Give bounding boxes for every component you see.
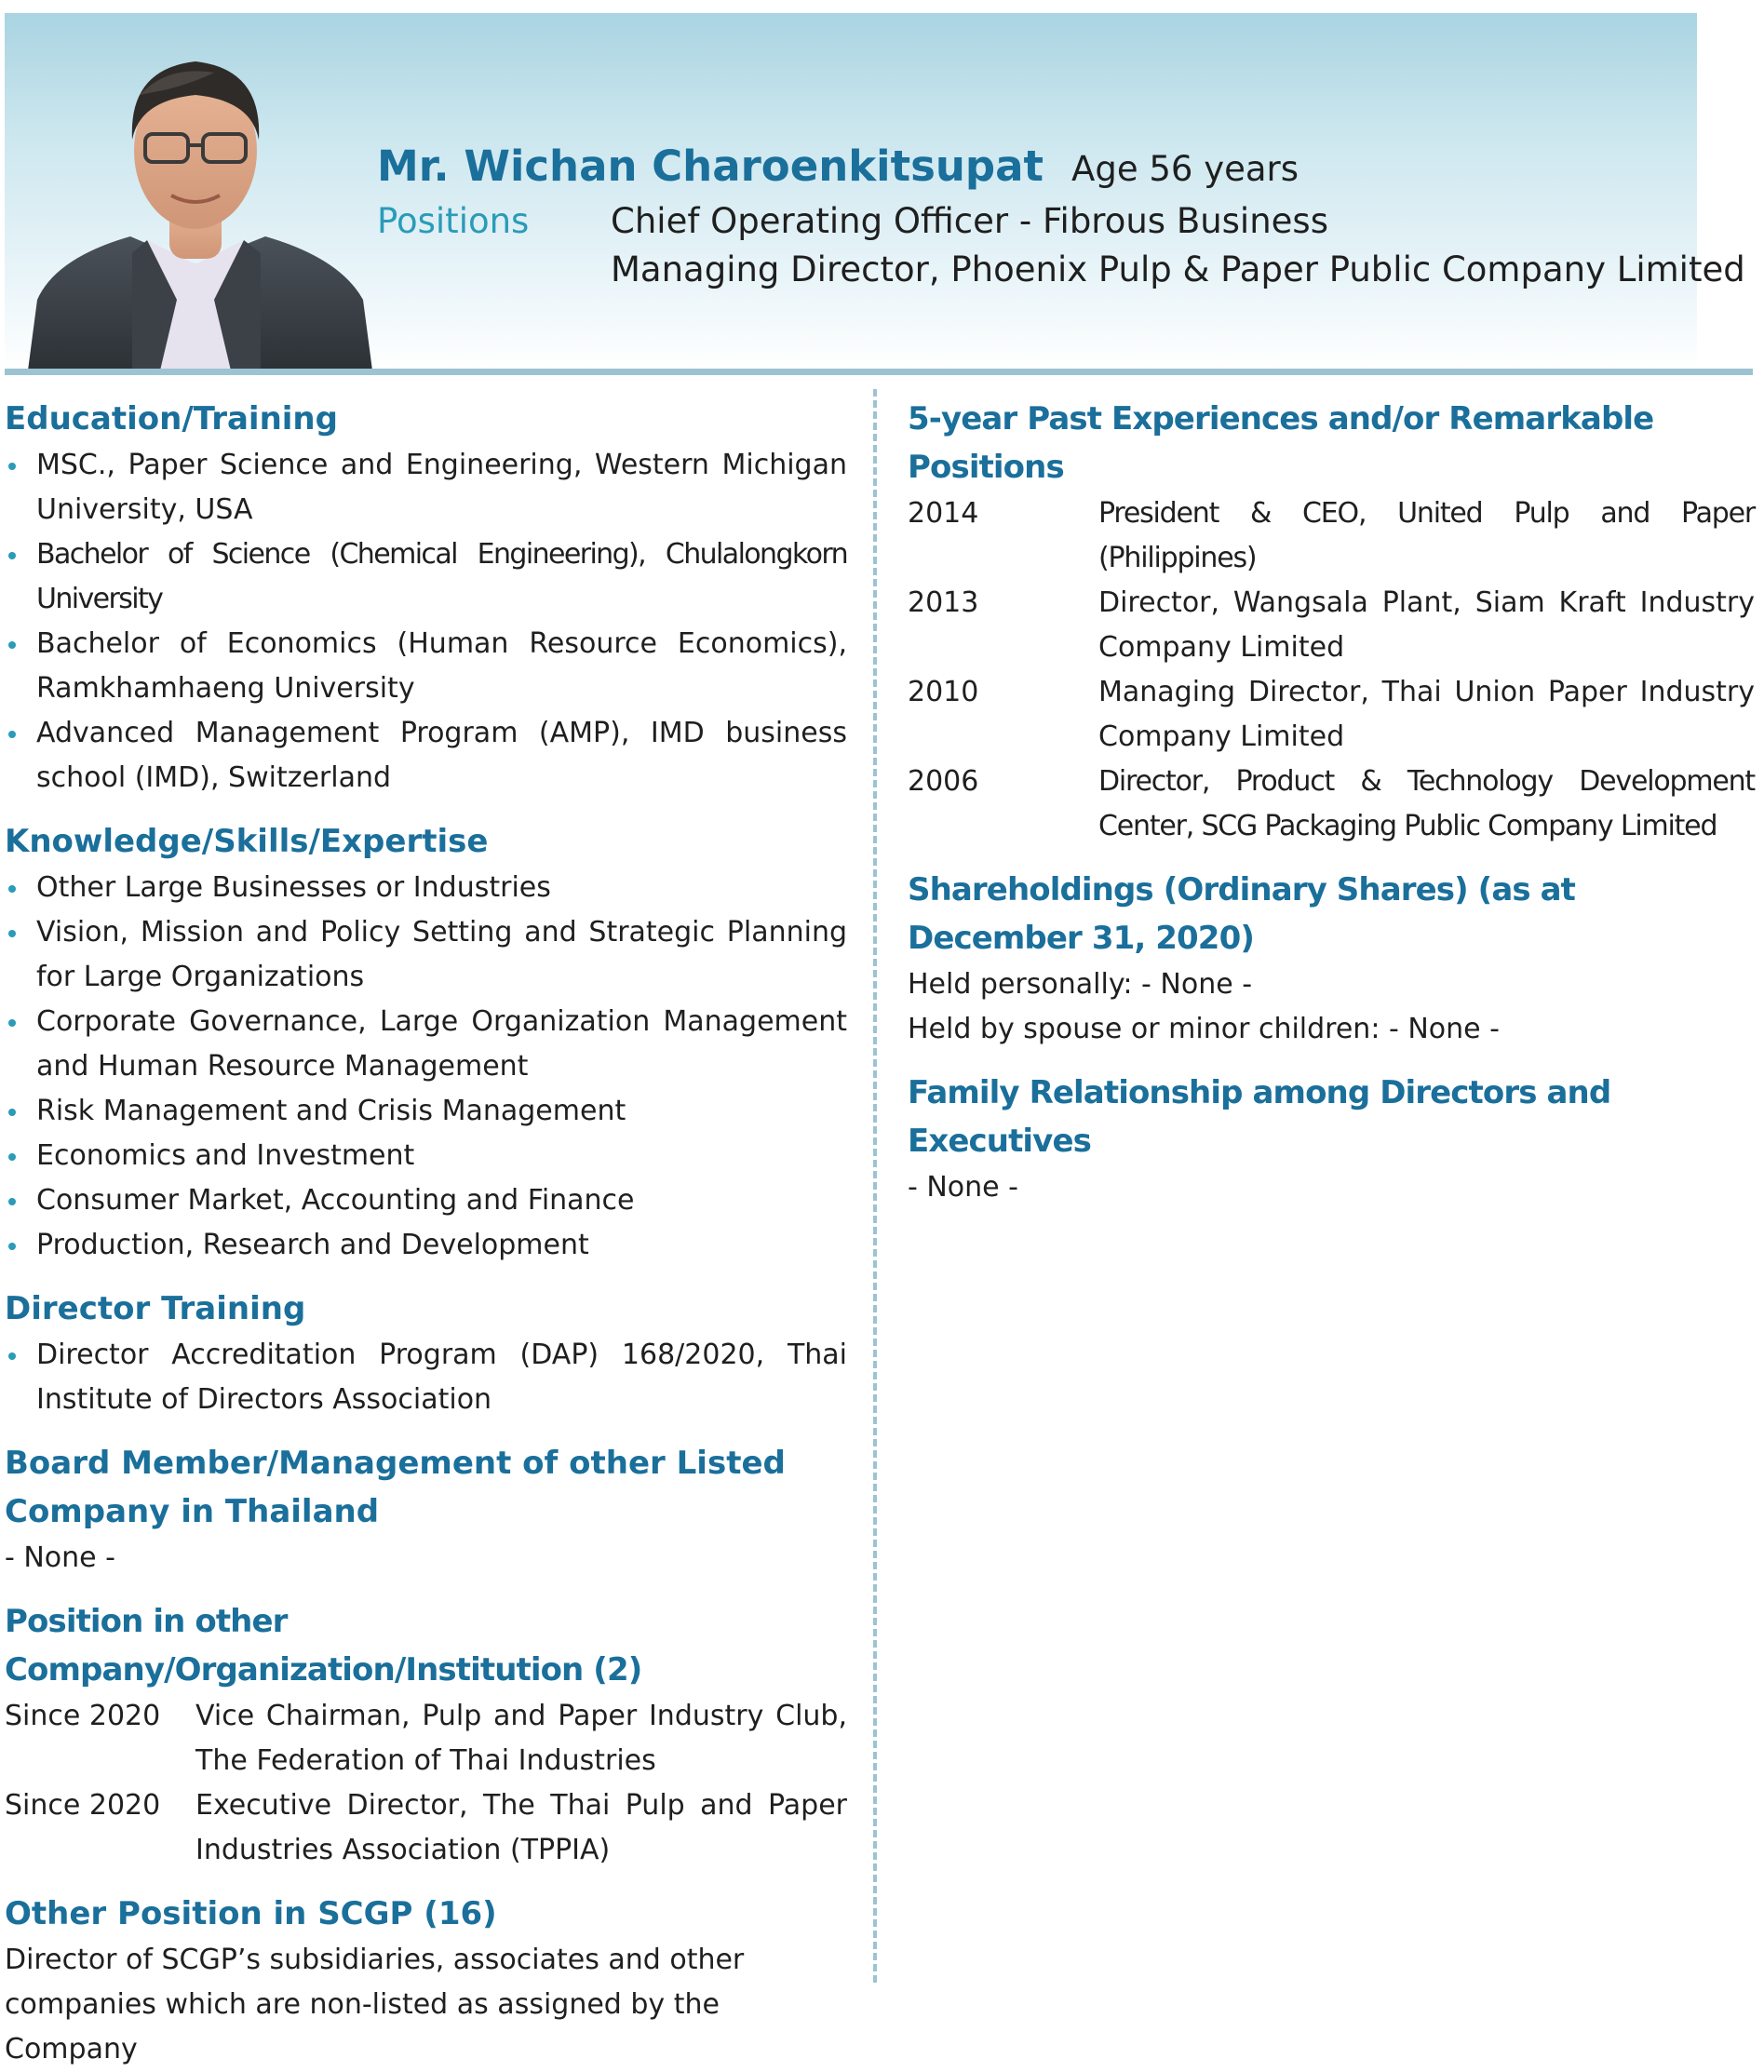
experience-text: Director, Product & Technology Development Center, SCG Packaging Public Company Limited	[1098, 765, 1755, 842]
other-company-heading: Position in other Company/Organization/Institution (2)	[5, 1603, 642, 1689]
director-age: Age 56 years	[1071, 149, 1299, 189]
knowledge-item: Economics and Investment	[5, 1134, 847, 1178]
knowledge-item: Production, Research and Development	[5, 1223, 847, 1268]
scgp-positions-text: Director of SCGP’s subsidiaries, associates and other companies which are non-listed as assigned by the Company	[5, 1944, 745, 2065]
entry-text: Vice Chairman, Pulp and Paper Industry Club, The Federation of Thai Industries	[195, 1700, 847, 1777]
left-column	[5, 391, 847, 2072]
knowledge-item: Risk Management and Crisis Management	[5, 1089, 847, 1134]
knowledge-item: Consumer Market, Accounting and Finance	[5, 1178, 847, 1223]
family-text: - None -	[908, 1171, 1018, 1204]
education-item: Advanced Management Program (AMP), IMD business school (IMD), Switzerland	[5, 711, 847, 801]
entry-period: Since 2020	[5, 1789, 161, 1822]
experience-year: 2006	[908, 765, 979, 798]
education-heading: Education/Training	[5, 400, 338, 437]
shareholdings-heading: Shareholdings (Ordinary Shares) (as at December 31, 2020)	[908, 871, 1576, 957]
director-name: Mr. Wichan Charoenkitsupat	[377, 141, 1044, 191]
board-member-heading: Board Member/Management of other Listed Company in Thailand	[5, 1445, 786, 1530]
experience-entry	[908, 491, 1755, 581]
positions-label: Positions	[377, 201, 530, 241]
scgp-positions-heading: Other Position in SCGP (16)	[5, 1895, 497, 1932]
knowledge-list	[5, 866, 847, 1268]
portrait-photo	[28, 20, 372, 370]
other-company-entry	[5, 1694, 847, 1783]
knowledge-item: Vision, Mission and Policy Setting and Strategic Planning for Large Organizations	[5, 910, 847, 1000]
experience-text: President & CEO, United Pulp and Paper (Philippines)	[1098, 497, 1755, 574]
experience-entry	[908, 581, 1755, 670]
family-heading: Family Relationship among Directors and Executives	[908, 1074, 1611, 1160]
experience-year: 2013	[908, 586, 979, 619]
experience-text: Managing Director, Thai Union Paper Industry Company Limited	[1098, 676, 1755, 753]
position-primary: Chief Operating Officer - Fibrous Business	[611, 201, 1328, 241]
column-divider	[873, 389, 877, 1983]
right-column	[908, 391, 1755, 1210]
experience-year: 2010	[908, 676, 979, 708]
shareholdings-spouse: Held by spouse or minor children: - None -	[908, 1013, 1500, 1045]
other-company-entry	[5, 1783, 847, 1873]
entry-period: Since 2020	[5, 1700, 161, 1732]
shareholdings-personal: Held personally: - None -	[908, 968, 1253, 1001]
position-secondary: Managing Director, Phoenix Pulp & Paper Public Company Limited	[611, 249, 1745, 289]
education-list	[5, 443, 847, 801]
education-item: MSC., Paper Science and Engineering, Western Michigan University, USA	[5, 443, 847, 532]
knowledge-item: Other Large Businesses or Industries	[5, 866, 847, 910]
experience-entry	[908, 760, 1755, 849]
director-training-list	[5, 1333, 847, 1422]
knowledge-item: Corporate Governance, Large Organization Management and Human Resource Management	[5, 1000, 847, 1089]
board-member-text: - None -	[5, 1541, 115, 1574]
experience-heading: 5-year Past Experiences and/or Remarkable Positions	[908, 400, 1654, 486]
experience-text: Director, Wangsala Plant, Siam Kraft Industry Company Limited	[1098, 586, 1755, 664]
education-item: Bachelor of Science (Chemical Engineering), Chulalongkorn University	[5, 532, 847, 622]
director-training-heading: Director Training	[5, 1290, 306, 1327]
name-line	[377, 141, 1299, 191]
experience-entry	[908, 670, 1755, 760]
entry-text: Executive Director, The Thai Pulp and Paper Industries Association (TPPIA)	[195, 1789, 847, 1866]
education-item: Bachelor of Economics (Human Resource Economics), Ramkhamhaeng University	[5, 622, 847, 711]
knowledge-heading: Knowledge/Skills/Expertise	[5, 823, 489, 860]
director-training-item: Director Accreditation Program (DAP) 168/2020, Thai Institute of Directors Association	[5, 1333, 847, 1422]
header-divider	[5, 369, 1753, 375]
experience-year: 2014	[908, 497, 979, 530]
